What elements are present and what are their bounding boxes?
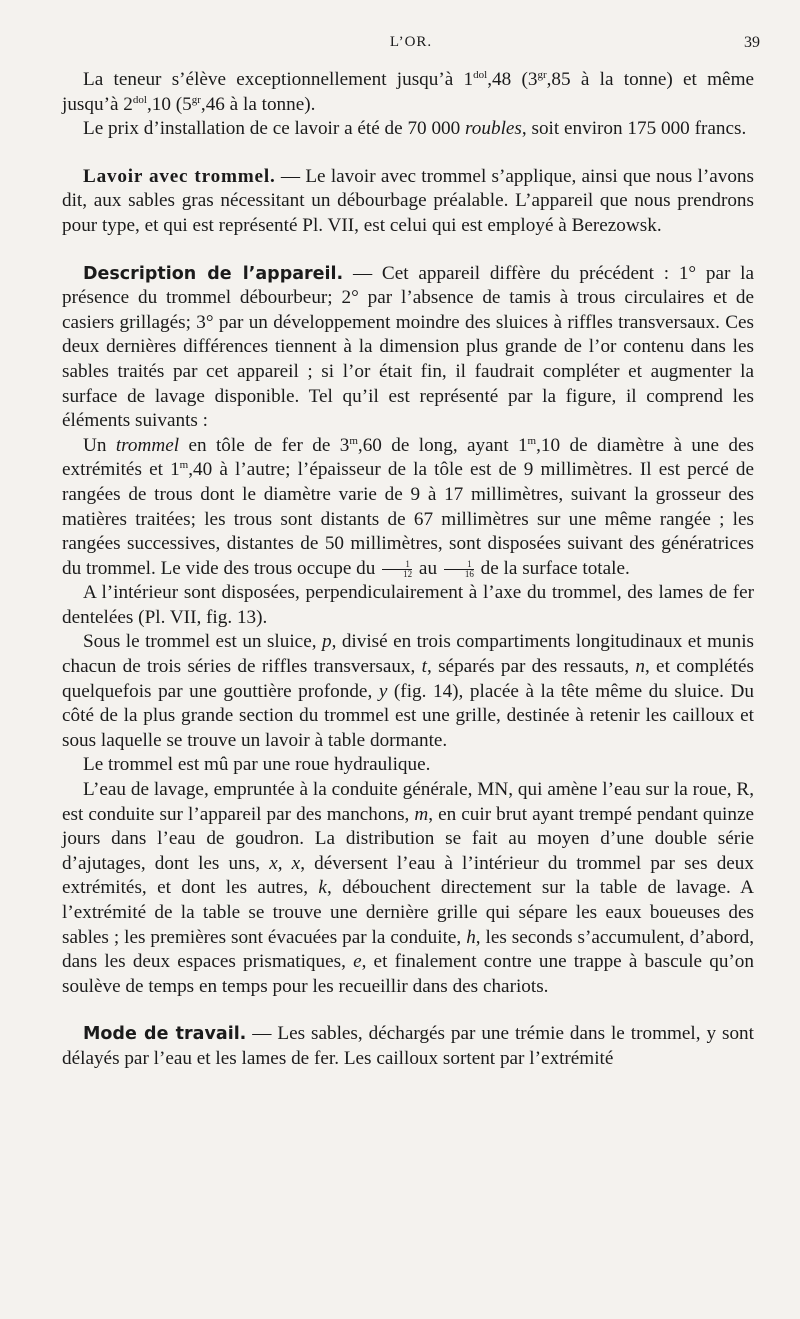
unit-superscript: gr [191, 93, 201, 106]
paragraph-mode-de-travail [62, 1022, 754, 1071]
paragraph-lames [62, 581, 754, 630]
paragraph-sluice [62, 630, 754, 753]
text-run: Le prix d’installation de ce lavoir a été de 70 000 [83, 118, 466, 140]
text-run: ,60 de long, ayant 1 [357, 434, 528, 456]
text-run: ,85 à la tonne) et même jusqu’à 2 [62, 69, 755, 115]
text-run: , déversent l’eau à l’intérieur du trommel par ses deux extrémités, et dont les autres, [62, 852, 754, 899]
text-run: Un [83, 434, 116, 456]
text-run: ,46 à la tonne). [200, 93, 316, 115]
paragraph-teneur [62, 68, 754, 117]
page-number: 39 [744, 34, 760, 51]
text-run: , les seconds s’accumulent, d’abord, dans les deux espaces prismatiques, [62, 926, 754, 973]
unit-superscript: m [349, 434, 358, 447]
section-heading-description: Description de l’appareil. [83, 263, 344, 284]
italic-term: trommel [115, 434, 180, 456]
text-run: au [414, 557, 442, 579]
italic-letter: e [353, 951, 362, 973]
text-run: , débouchent directement sur la table de lavage. A l’extrémité de la table se trouve une dernière grille qui sépare les eaux boueuses des sables ; les premières sont évacuées par la conduite, [62, 877, 754, 948]
italic-term: roubles [465, 118, 522, 140]
italic-letter: m [414, 803, 429, 825]
paragraph-description [62, 262, 754, 434]
text-run: , séparés par des ressauts, [427, 656, 636, 678]
text-run: (fig. 14), placée à la tête même du sluice. Du côté de la plus grande section du trommel est une grille, destinée à retenir les cailloux et sous laquelle se trouve un lavoir à table dormante. [62, 680, 754, 751]
paragraph-prix [62, 117, 754, 142]
italic-letter: n [635, 656, 645, 678]
paragraph-roue [62, 753, 754, 778]
unit-superscript: gr [537, 69, 547, 81]
running-title: L’OR. [389, 34, 433, 50]
italic-letter: y [378, 680, 388, 702]
text-run: ,10 (5 [146, 93, 192, 115]
text-run: La teneur s’élève exceptionnellement jusqu’à 1 [83, 69, 474, 90]
text-run: — Cet appareil diffère du précédent : 1° par la présence du trommel débourbeur; 2° par l’absence de tamis à trous circulaires et de casiers grillagés; 3° par un développement moindre des sluices à riffles transversaux. Ces deux dernières différences tiennent à la dimension plus grande de l’or contenu dans les sables traités par cet appareil ; si l’or était fin, il faudrait compléter et augmenter la surface de lavage disponible. Tel qu’il est représenté par la figure, il comprend les éléments suivants : [62, 262, 754, 432]
text-run: , soit environ 175 000 francs. [521, 118, 747, 140]
italic-letter: p [321, 631, 332, 653]
text-run: ,40 à l’autre; l’épaisseur de la tôle est de 9 millimètres. Il est percé de rangées de trous dont le diamètre varie de 9 à 17 millimètres, suivant la grosseur des matières traitées; les trous sont distants de 67 millimètres sur une même rangée ; les rangées successives, distantes de 50 millimètres, sont disposées suivant des génératrices du trommel. Le vide des trous occupe du [62, 459, 755, 579]
italic-letter: x, x [269, 852, 301, 874]
text-run: en tôle de fer de 3 [179, 434, 350, 456]
section-heading-mode-de-travail: Mode de travail. [83, 1024, 247, 1045]
section-heading-lavoir: Lavoir avec trommel. [83, 165, 276, 187]
text-run: , divisé en trois compartiments longitudinaux et munis chacun de trois séries de riffles transversaux, [62, 631, 754, 678]
body-text [62, 68, 754, 1072]
text-run: , et finalement contre une trappe à bascule qu’on soulève de temps en temps pour les recueillir dans des chariots. [62, 951, 754, 997]
text-run: , en cuir brut ayant trempé pendant quinze jours dans l’eau de goudron. La distribution se fait au moyen d’une double série d’ajutages, dont les uns, [62, 803, 754, 874]
paragraph-trommel [62, 434, 754, 582]
paragraph-lavoir-avec-trommel [62, 165, 754, 239]
text-run: ,10 de diamètre à une des extrémités et 1 [62, 434, 754, 481]
italic-letter: t [421, 656, 427, 678]
paragraph-eau-de-lavage [62, 778, 754, 999]
text-run: Sous le trommel est un sluice, [83, 631, 322, 653]
text-run: L’eau de lavage, empruntée à la conduite générale, MN, qui amène l’eau sur la roue, R, est conduite sur l’appareil par des manchons, [62, 779, 754, 825]
fraction-denominator: 16 [464, 568, 474, 579]
unit-superscript: dol [473, 69, 488, 81]
text-run: Le trommel est mû par une roue hydraulique. [83, 754, 431, 776]
fraction [444, 560, 474, 579]
italic-letter: h [466, 926, 476, 948]
text-run: — Le lavoir avec trommel s’applique, ainsi que nous l’avons dit, aux sables gras nécessitant un débourbage préalable. L’appareil que nous prendrons pour type, et qui est représenté Pl. VII, est celui qui est employé à Berezowsk. [62, 165, 754, 236]
fraction-numerator: 1 [382, 560, 412, 570]
fraction-denominator: 12 [403, 568, 413, 579]
fraction-numerator: 1 [444, 560, 474, 570]
text-run: — Les sables, déchargés par une trémie dans le trommel, y sont délayés par l’eau et les lames de fer. Les cailloux sortent par l’extrémité [62, 1023, 754, 1069]
unit-superscript: dol [132, 93, 147, 106]
text-run: A l’intérieur sont disposées, perpendiculairement à l’axe du trommel, des lames de fer dentelées (Pl. VII, fig. 13). [62, 582, 754, 628]
fraction [382, 560, 412, 579]
unit-superscript: m [527, 434, 537, 447]
unit-superscript: m [179, 459, 189, 472]
italic-letter: k [318, 877, 327, 899]
text-run: , et complétés quelquefois par une gouttière profonde, [62, 656, 754, 702]
text-run: ,48 (3 [487, 69, 538, 90]
text-run: de la surface totale. [475, 557, 630, 579]
running-header [62, 34, 760, 58]
